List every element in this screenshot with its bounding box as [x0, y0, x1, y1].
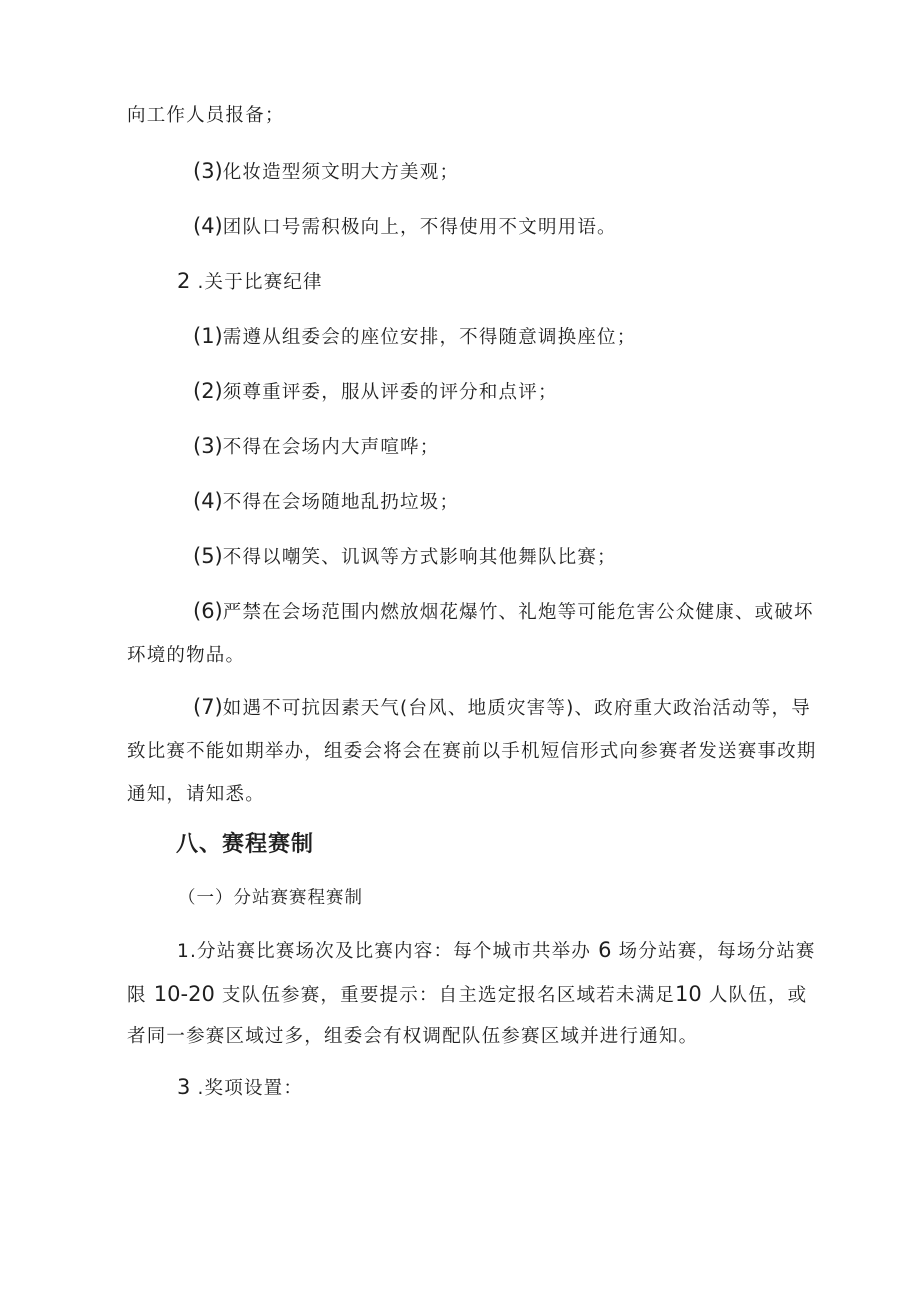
section-number: 2 [177, 269, 191, 293]
paragraph-line-continuation [127, 782, 265, 808]
item-number: (7) [193, 695, 223, 719]
item-text: 团队口号需积极向上，不得使用不文明用语。 [222, 217, 617, 238]
item-text: 须尊重评委，服从评委的评分和点评； [222, 382, 558, 403]
line-text: 向工作人员报备； [127, 105, 285, 126]
list-item-judges [193, 378, 558, 406]
line-text: 支队伍参赛，重要提示：自主选定报名区域若未满足 [221, 985, 676, 1006]
section-text: .奖项设置： [197, 1078, 304, 1099]
section-title-discipline [177, 268, 323, 296]
inline-number: 6 [598, 938, 612, 962]
section-title-awards [177, 1074, 303, 1102]
paragraph-line-continuation [127, 739, 817, 765]
line-text: 1.分站赛比赛场次及比赛内容：每个城市共举办 [177, 941, 592, 962]
item-text: 不得在会场随地乱扔垃圾； [222, 492, 460, 513]
list-item-seating [193, 323, 636, 351]
item-number: (5) [193, 544, 223, 568]
section-text: .关于比赛纪律 [197, 272, 323, 293]
list-item-litter [193, 488, 459, 516]
item-number: (3) [193, 434, 223, 458]
list-item-force-majeure [193, 694, 811, 722]
item-number: (4) [193, 489, 223, 513]
item-text: 需遵从组委会的座位安排，不得随意调换座位； [222, 327, 637, 348]
list-item-noise [193, 433, 439, 461]
line-text: 限 [127, 985, 147, 1006]
list-item-fireworks [193, 598, 814, 626]
item-text: 不得以嘲笑、讥讽等方式影响其他舞队比赛； [222, 547, 617, 568]
item-text: 化妆造型须文明大方美观； [222, 162, 460, 183]
paragraph-line-teams [127, 981, 807, 1009]
item-text: 如遇不可抗因素天气(台风、地质灾害等)、政府重大政治活动等，导 [222, 698, 811, 719]
line-text: 人队伍，或 [708, 985, 808, 1006]
section-heading-schedule: 八、赛程赛制 [176, 832, 315, 857]
subsection-heading: （一）分站赛赛程赛制 [178, 888, 363, 908]
list-item-makeup [193, 158, 459, 186]
line-text: 致比赛不能如期举办，组委会将会在赛前以手机短信形式向参赛者发送赛事改期 [127, 741, 817, 762]
item-number: (3) [193, 159, 223, 183]
paragraph-line-continuation [127, 643, 245, 669]
paragraph-line-report [127, 103, 285, 129]
list-item-mocking [193, 543, 617, 571]
inline-number: 10-20 [153, 982, 215, 1006]
inline-number: 10 [675, 982, 702, 1006]
line-text: 场分站赛，每场分站赛 [618, 941, 816, 962]
item-number: (6) [193, 599, 223, 623]
line-text: 通知，请知悉。 [127, 784, 265, 805]
item-text: 不得在会场内大声喧哗； [222, 437, 440, 458]
item-number: (4) [193, 214, 223, 238]
paragraph-line-continuation [127, 1024, 698, 1050]
item-number: (2) [193, 379, 223, 403]
item-text: 严禁在会场范围内燃放烟花爆竹、礼炮等可能危害公众健康、或破坏 [222, 602, 814, 623]
line-text: 环境的物品。 [127, 645, 246, 666]
item-number: (1) [193, 324, 223, 348]
paragraph-line-matches [177, 937, 816, 965]
list-item-slogan [193, 213, 617, 241]
section-number: 3 [177, 1075, 191, 1099]
line-text: 者同一参赛区域过多，组委会有权调配队伍参赛区域并进行通知。 [127, 1026, 699, 1047]
